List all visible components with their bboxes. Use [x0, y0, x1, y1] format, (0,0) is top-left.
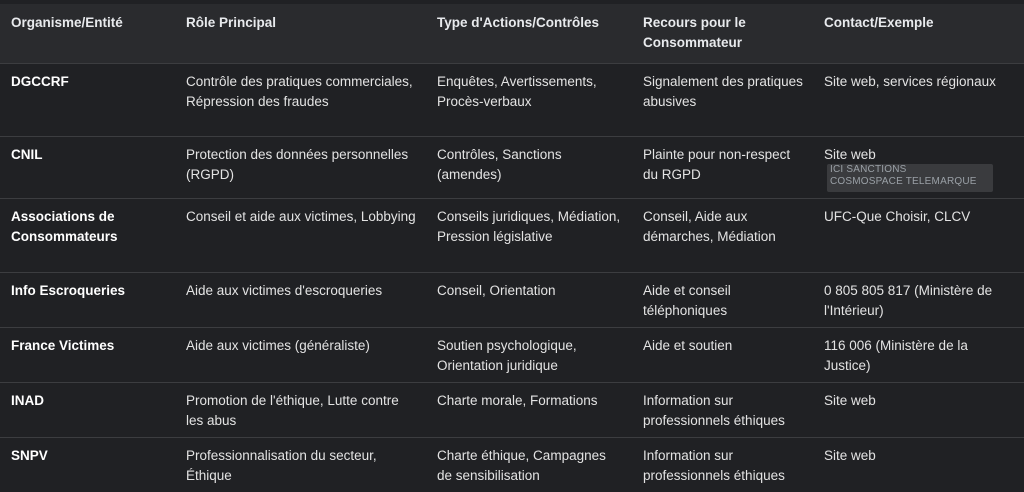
cell-recours: Information sur professionnels éthiques [632, 383, 813, 438]
cell-actions: Charte éthique, Campagnes de sensibilisation [426, 438, 632, 492]
cell-role: Aide aux victimes (généraliste) [175, 328, 426, 383]
cell-actions: Enquêtes, Avertissements, Procès-verbaux [426, 64, 632, 137]
comparison-table [0, 4, 1024, 492]
cell-recours: Aide et soutien [632, 328, 813, 383]
contact-text: Site web [824, 147, 876, 162]
table-row [0, 273, 1024, 328]
cell-actions: Charte morale, Formations [426, 383, 632, 438]
cell-recours: Information sur professionnels éthiques [632, 438, 813, 492]
header-actions: Type d'Actions/Contrôles [426, 4, 632, 64]
cell-actions: Conseil, Orientation [426, 273, 632, 328]
header-row [0, 4, 1024, 64]
cell-org: DGCCRF [0, 64, 175, 137]
cell-contact [813, 137, 1024, 199]
cell-org: France Victimes [0, 328, 175, 383]
table-row [0, 383, 1024, 438]
cell-role: Protection des données personnelles (RGPD) [175, 137, 426, 199]
badge-line-1: ICI SANCTIONS [830, 164, 990, 176]
table-row [0, 64, 1024, 137]
header-contact: Contact/Exemple [813, 4, 1024, 64]
cell-recours: Plainte pour non-respect du RGPD [632, 137, 813, 199]
cell-contact: Site web, services régionaux [813, 64, 1024, 137]
cell-actions: Conseils juridiques, Médiation, Pression législative [426, 199, 632, 273]
cell-recours: Signalement des pratiques abusives [632, 64, 813, 137]
cell-org: Associations de Consommateurs [0, 199, 175, 273]
cell-actions: Contrôles, Sanctions (amendes) [426, 137, 632, 199]
badge-line-2: COSMOSPACE TELEMARQUE [830, 176, 990, 188]
header-recours: Recours pour le Consommateur [632, 4, 813, 64]
cell-contact: UFC-Que Choisir, CLCV [813, 199, 1024, 273]
cell-role: Promotion de l'éthique, Lutte contre les abus [175, 383, 426, 438]
header-role: Rôle Principal [175, 4, 426, 64]
table-row [0, 438, 1024, 492]
cell-org: CNIL [0, 137, 175, 199]
cell-org: Info Escroqueries [0, 273, 175, 328]
cell-role: Conseil et aide aux victimes, Lobbying [175, 199, 426, 273]
cell-contact: 0 805 805 817 (Ministère de l'Intérieur) [813, 273, 1024, 328]
cell-recours: Conseil, Aide aux démarches, Médiation [632, 199, 813, 273]
table-row [0, 328, 1024, 383]
table-row [0, 199, 1024, 273]
cell-contact: Site web [813, 438, 1024, 492]
cell-org: INAD [0, 383, 175, 438]
cell-recours: Aide et conseil téléphoniques [632, 273, 813, 328]
header-organisme: Organisme/Entité [0, 4, 175, 64]
cell-contact: Site web [813, 383, 1024, 438]
table-body [0, 64, 1024, 492]
cell-actions: Soutien psychologique, Orientation juridique [426, 328, 632, 383]
watermark-badge [827, 164, 993, 192]
cell-role: Professionnalisation du secteur, Éthique [175, 438, 426, 492]
cell-role: Contrôle des pratiques commerciales, Répression des fraudes [175, 64, 426, 137]
cell-contact: 116 006 (Ministère de la Justice) [813, 328, 1024, 383]
cell-role: Aide aux victimes d'escroqueries [175, 273, 426, 328]
table-row [0, 137, 1024, 199]
cell-org: SNPV [0, 438, 175, 492]
table-header [0, 4, 1024, 64]
